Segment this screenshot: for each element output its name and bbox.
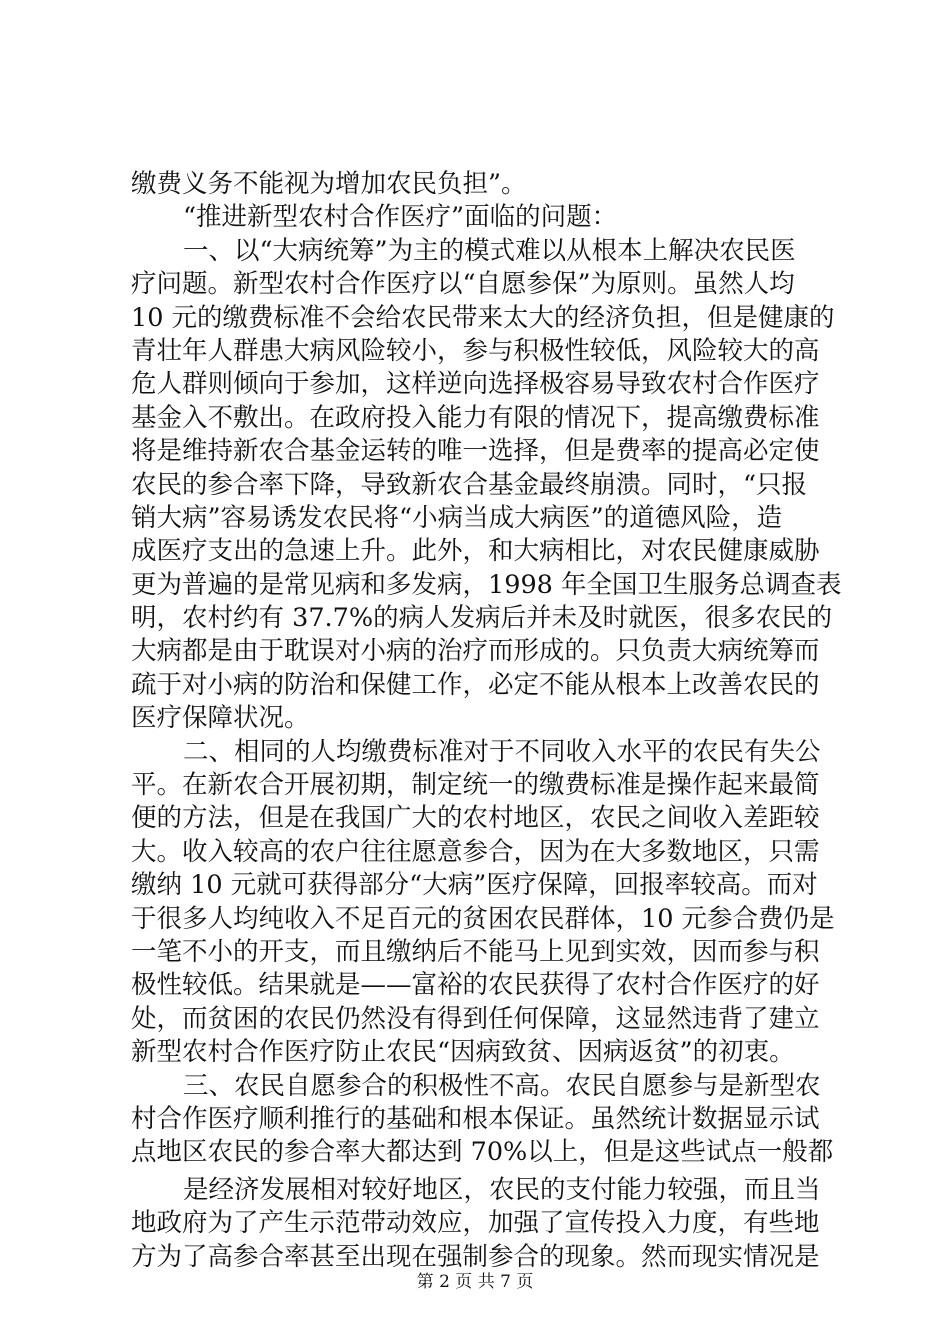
text-line: 一、以“大病统筹”为主的模式难以从根本上解决农民医 <box>183 235 796 266</box>
text-line: 更为普遍的是常见病和多发病，1998 年全国卫生服务总调查表 <box>131 569 842 600</box>
text-line: 新型农村合作医疗防止农民“因病致贫、因病返贫”的初衷。 <box>131 1037 795 1068</box>
text-line: 于很多人均纯收入不足百元的贫困农民群体，10 元参合费仍是 <box>131 903 835 934</box>
text-line: 点地区农民的参合率大都达到 70%以上，但是这些试点一般都 <box>131 1137 834 1168</box>
document-body <box>131 168 842 1274</box>
text-line: 地政府为了产生示范带动效应，加强了宣传投入力度，有些地 <box>131 1208 820 1239</box>
text-line: 处，而贫困的农民仍然没有得到任何保障，这显然违背了建立 <box>131 1003 820 1034</box>
text-line: 基金入不敷出。在政府投入能力有限的情况下，提高缴费标准 <box>131 402 820 433</box>
text-line: 10 元的缴费标准不会给农民带来太大的经济负担，但是健康的 <box>131 302 835 333</box>
text-line: 便的方法，但是在我国广大的农村地区，农民之间收入差距较 <box>131 803 820 834</box>
text-line: 方为了高参合率甚至出现在强制参合的现象。然而现实情况是 <box>131 1241 820 1272</box>
text-line: 大。收入较高的农户往往愿意参合，因为在大多数地区，只需 <box>131 836 820 867</box>
text-line: 明，农村约有 37.7%的病人发病后并未及时就医，很多农民的 <box>131 603 833 634</box>
text-line: 是经济发展相对较好地区，农民的支付能力较强，而且当 <box>183 1174 821 1205</box>
text-line: 农民的参合率下降，导致新农合基金最终崩溃。同时，“只报 <box>131 469 808 500</box>
text-line: 极性较低。结果就是——富裕的农民获得了农村合作医疗的好 <box>131 970 820 1001</box>
text-line: 缴纳 10 元就可获得部分“大病”医疗保障，回报率较高。而对 <box>131 870 818 901</box>
text-line: 一笔不小的开支，而且缴纳后不能马上见到实效，因而参与积 <box>131 936 820 967</box>
text-line: 销大病”容易诱发农民将“小病当成大病医”的道德风险，造 <box>131 502 783 533</box>
text-line: 三、农民自愿参合的积极性不高。农民自愿参与是新型农 <box>183 1070 821 1101</box>
text-line: 青壮年人群患大病风险较小，参与积极性较低，风险较大的高 <box>131 335 820 366</box>
text-line: 成医疗支出的急速上升。此外，和大病相比，对农民健康威胁 <box>131 536 820 567</box>
text-line: 疏于对小病的防治和保健工作，必定不能从根本上改善农民的 <box>131 669 820 700</box>
text-line: 危人群则倾向于参加，这样逆向选择极容易导致农村合作医疗 <box>131 369 820 400</box>
page-number-footer: 第 2 页 共 7 页 <box>416 1272 534 1292</box>
text-line: 大病都是由于耽误对小病的治疗而形成的。只负责大病统筹而 <box>131 636 820 667</box>
text-line: 疗问题。新型农村合作医疗以“自愿参保”为原则。虽然人均 <box>131 269 795 300</box>
text-line: “推进新型农村合作医疗”面临的问题： <box>183 202 618 233</box>
text-line: 缴费义务不能视为增加农民负担”。 <box>131 169 527 199</box>
text-line: 二、相同的人均缴费标准对于不同收入水平的农民有失公 <box>183 736 821 767</box>
text-line: 村合作医疗顺利推行的基础和根本保证。虽然统计数据显示试 <box>131 1103 820 1134</box>
text-line: 医疗保障状况。 <box>131 703 310 734</box>
text-line: 将是维持新农合基金运转的唯一选择，但是费率的提高必定使 <box>131 436 820 467</box>
text-line: 平。在新农合开展初期，制定统一的缴费标准是操作起来最简 <box>131 770 820 801</box>
